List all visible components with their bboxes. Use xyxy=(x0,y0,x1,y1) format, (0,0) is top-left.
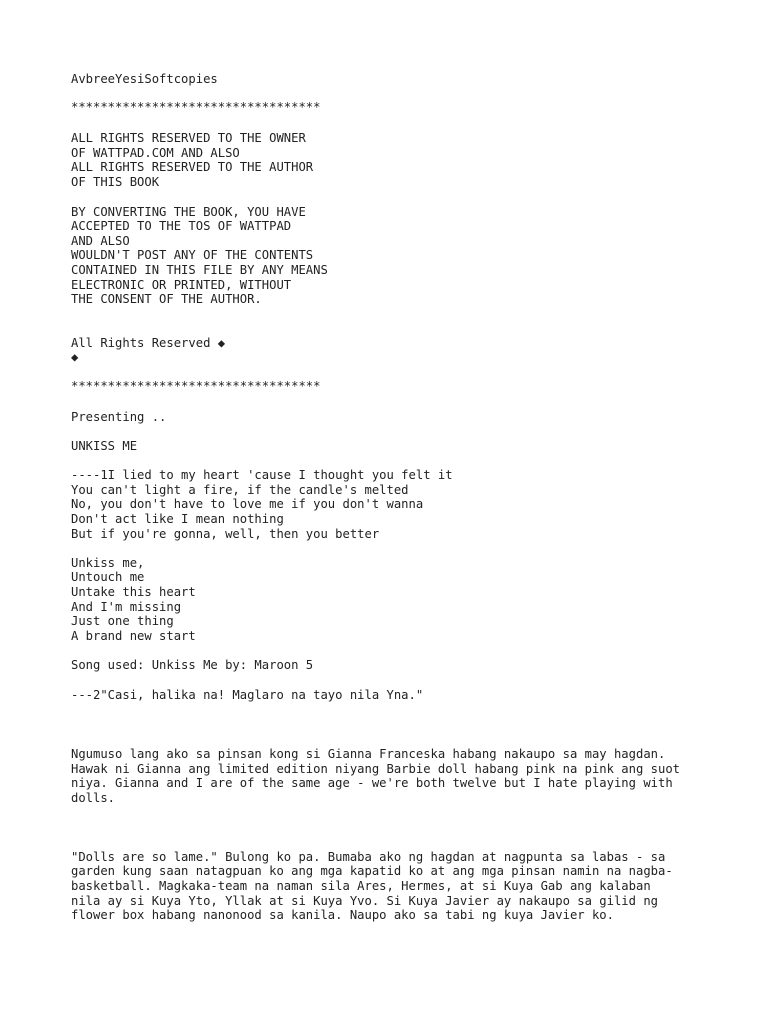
body-text-line: basketball. Magkaka-team na naman sila Ares, Hermes, at si Kuya Gab ang kalaban xyxy=(71,879,651,893)
rights-notice-line: OF WATTPAD.COM AND ALSO xyxy=(71,146,240,160)
lyric-line: ----1I lied to my heart 'cause I thought you felt it xyxy=(71,468,453,482)
body-text-line: flower box habang nanonood sa kanila. Naupo ako sa tabi ng kuya Javier ko. xyxy=(71,908,614,922)
conversion-notice-line: THE CONSENT OF THE AUTHOR. xyxy=(71,292,262,306)
lyric-line: No, you don't have to love me if you don't wanna xyxy=(71,497,424,511)
lyric-line: Untake this heart xyxy=(71,585,196,599)
lyric-line: Don't act like I mean nothing xyxy=(71,512,284,526)
rights-notice-line: ALL RIGHTS RESERVED TO THE AUTHOR xyxy=(71,160,314,174)
rights-notice-line: OF THIS BOOK xyxy=(71,175,160,189)
body-text-line: niya. Gianna and I are of the same age - we're both twelve but I hate playing with xyxy=(71,776,673,790)
conversion-notice-line: ELECTRONIC OR PRINTED, WITHOUT xyxy=(71,278,292,292)
body-text-line: dolls. xyxy=(71,791,116,805)
lyric-line: And I'm missing xyxy=(71,600,182,614)
body-text-line: "Dolls are so lame." Bulong ko pa. Bumaba ako ng hagdan at nagpunta sa labas - sa xyxy=(71,850,666,864)
body-text-line: garden kung saan natagpuan ko ang mga kapatid ko at ang mga pinsan namin na nagba- xyxy=(71,864,673,878)
document-header: AvbreeYesiSoftcopies xyxy=(71,72,218,86)
lyric-line: You can't light a fire, if the candle's melted xyxy=(71,483,409,497)
lyric-line: A brand new start xyxy=(71,629,196,643)
song-credit: Song used: Unkiss Me by: Maroon 5 xyxy=(71,658,314,672)
lyric-line: Untouch me xyxy=(71,570,145,584)
conversion-notice-line: WOULDN'T POST ANY OF THE CONTENTS xyxy=(71,248,314,262)
body-text-line: Ngumuso lang ako sa pinsan kong si Gianna Franceska habang nakaupo sa may hagdan. xyxy=(71,747,666,761)
conversion-notice-line: ACCEPTED TO THE TOS OF WATTPAD xyxy=(71,219,292,233)
separator-line: ********************************** xyxy=(71,379,321,393)
book-title: UNKISS ME xyxy=(71,439,138,453)
conversion-notice-line: CONTAINED IN THIS FILE BY ANY MEANS xyxy=(71,263,328,277)
lyric-line: Unkiss me, xyxy=(71,556,145,570)
lyric-line: But if you're gonna, well, then you better xyxy=(71,527,380,541)
chapter-opening-line: ---2"Casi, halika na! Maglaro na tayo nila Yna." xyxy=(71,688,424,702)
rights-notice-line: ALL RIGHTS RESERVED TO THE OWNER xyxy=(71,131,306,145)
presenting-line: Presenting .. xyxy=(71,410,167,424)
separator-line: ********************************** xyxy=(71,100,321,114)
conversion-notice-line: AND ALSO xyxy=(71,234,130,248)
lyric-line: Just one thing xyxy=(71,614,174,628)
conversion-notice-line: BY CONVERTING THE BOOK, YOU HAVE xyxy=(71,205,306,219)
body-text-line: Hawak ni Gianna ang limited edition niyang Barbie doll habang pink na pink ang suot xyxy=(71,762,681,776)
all-rights-reserved-line: All Rights Reserved ◆ xyxy=(71,336,226,350)
body-text-line: nila ay si Kuya Yto, Yllak at si Kuya Yvo. Si Kuya Javier ay nakaupo sa gilid ng xyxy=(71,894,658,908)
diamond-glyph: ◆ xyxy=(71,350,79,364)
